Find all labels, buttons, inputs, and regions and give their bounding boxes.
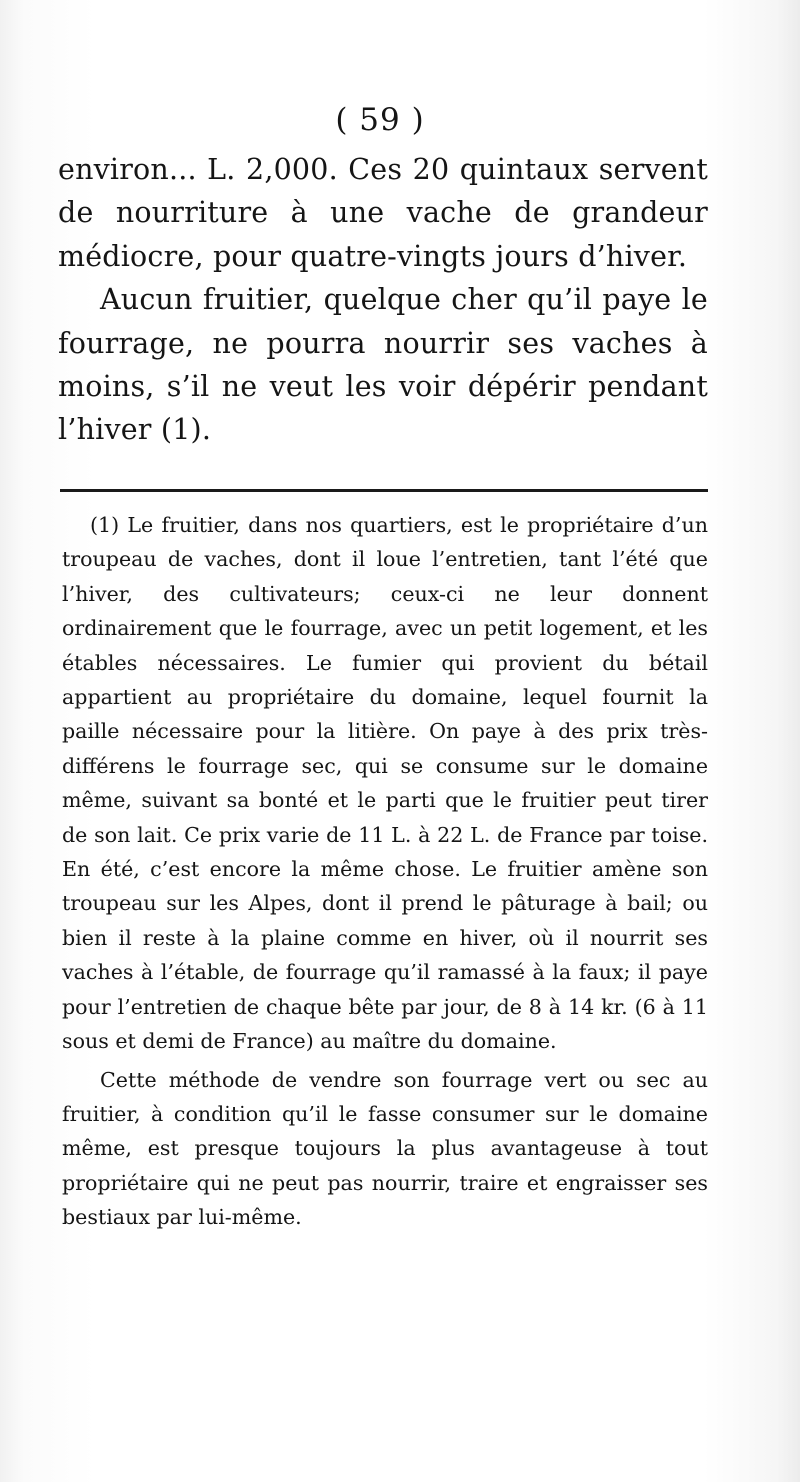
main-paragraph-2: Aucun fruitier, quelque cher qu’il paye le fourrage, ne pourra nourrir ses vaches à moins, s’il ne veut les voir dépérir pendant l’hiver (1). [58,283,708,447]
footnote-paragraph-1: (1) Le fruitier, dans nos quartiers, est le propriétaire d’un troupeau de vaches, dont il loue l’entretien, tant l’été que l’hiver, des cultivateurs; ceux-ci ne leur donnent ordinairement que le fourrage, avec un petit logement, et les étables nécessaires. Le fumier qui provient du bétail appartient au propriétaire du domaine, lequel fournit la paille nécessaire pour la litière. On paye à des prix très-différens le fourrage sec, qui se consume sur le domaine même, suivant sa bonté et le parti que le fruitier peut tirer de son lait. Ce prix varie de 11 L. à 22 L. de France par toise. En été, c’est encore la même chose. Le fruitier amène son troupeau sur les Alpes, dont il prend le pâturage à bail; ou bien il reste à la plaine comme en hiver, où il nourrit ses vaches à l’étable, de fourrage qu’il ramassé à la faux; il paye pour l’entretien de chaque bête par jour, de 8 à 14 kr. (6 à 11 sous et demi de France) au maître du domaine. [62,513,708,1054]
footnote-separator-rule [60,489,708,492]
footnote-paragraph-2: Cette méthode de vendre son fourrage vert ou sec au fruitier, à condition qu’il le fasse consumer sur le domaine même, est presque toujours la plus avantageuse à tout propriétaire qui ne peut pas nourrir, traire et engraisser ses bestiaux par lui-même. [62,1067,708,1230]
footnote [62,508,708,1235]
main-paragraph-1: environ... L. 2,000. Ces 20 quintaux servent de nourriture à une vache de grandeur médiocre, pour quatre-vingts jours d’hiver. [58,153,708,273]
page-number: ( 59 ) [335,102,425,138]
main-text [58,148,708,452]
